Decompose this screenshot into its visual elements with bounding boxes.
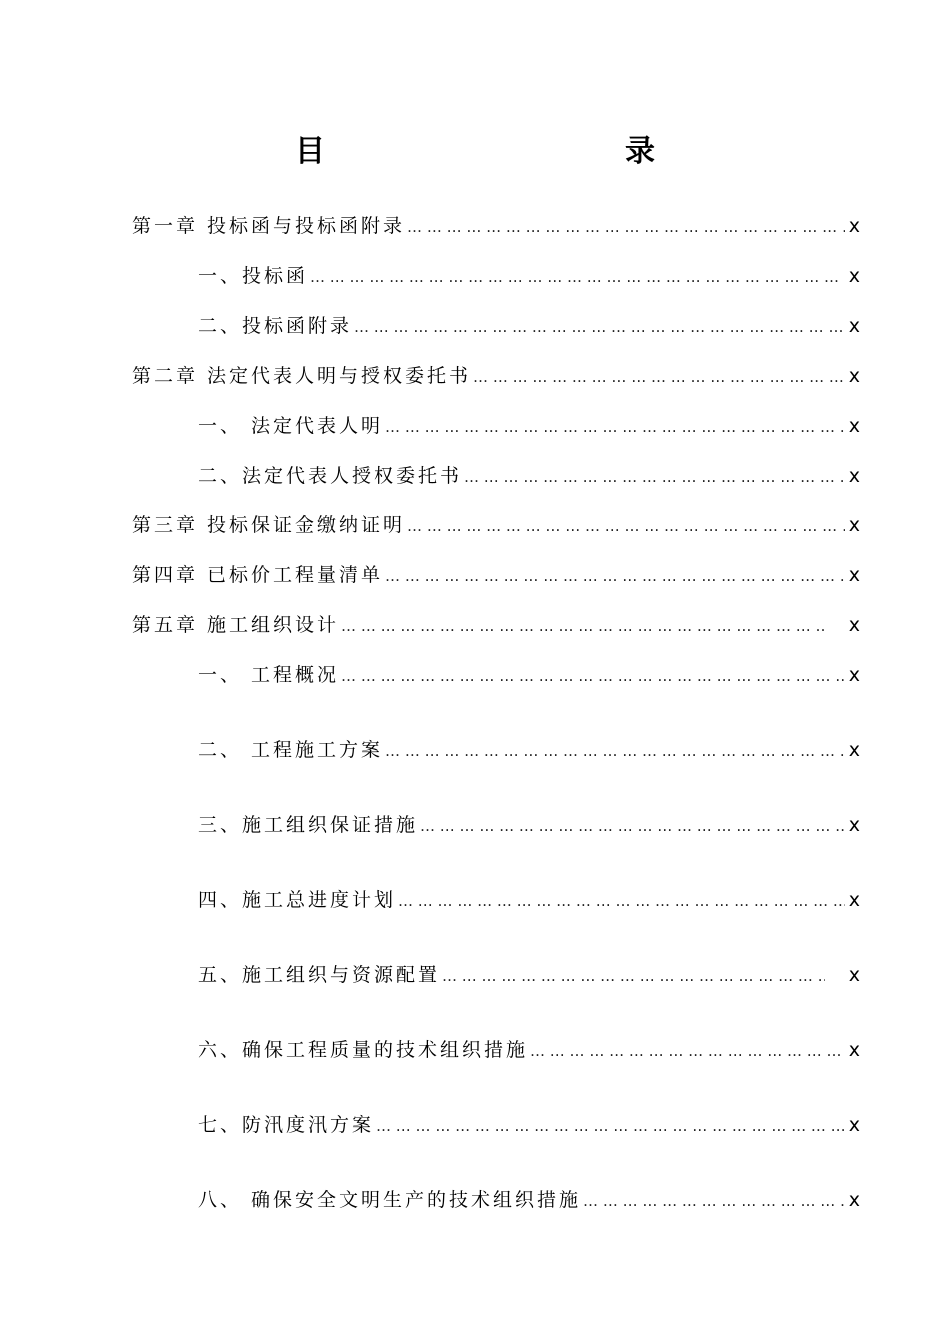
toc-entry-label: 一、 工程概况: [198, 664, 340, 686]
toc-entry-label: 第一章 投标函与投标函附录: [132, 215, 406, 237]
toc-entry-5-1[interactable]: [198, 661, 860, 689]
toc-entry-5-3[interactable]: [198, 811, 860, 839]
dot-leader: [398, 888, 845, 914]
toc-entry-label: 第二章 法定代表人明与授权委托书: [132, 365, 472, 387]
toc-title: 目 录: [295, 134, 735, 169]
toc-entry-label: 第五章 施工组织设计: [132, 614, 340, 636]
toc-entry-label: 八、 确保安全文明生产的技术组织措施: [198, 1189, 582, 1211]
toc-entry-chapter-2[interactable]: [132, 362, 860, 390]
toc-entry-label: 第四章 已标价工程量清单: [132, 564, 384, 586]
toc-entry-chapter-3[interactable]: [132, 511, 860, 539]
toc-entry-page: x: [848, 889, 860, 911]
toc-entry-2-2[interactable]: [198, 462, 860, 490]
toc-entry-label: 七、防汛度汛方案: [198, 1114, 375, 1136]
toc-entry-label: 五、施工组织与资源配置: [198, 964, 441, 986]
dot-leader: [464, 464, 845, 490]
toc-entry-page: x: [848, 465, 860, 487]
toc-entry-page: x: [848, 814, 860, 836]
toc-entry-label: 第三章 投标保证金缴纳证明: [132, 514, 406, 536]
dot-leader: [341, 663, 845, 689]
toc-entry-label: 二、法定代表人授权委托书: [198, 465, 463, 487]
dot-leader: [385, 563, 845, 589]
toc-entry-label: 一、投标函: [198, 265, 309, 287]
toc-entry-label: 四、施工总进度计划: [198, 889, 397, 911]
toc-entry-label: 三、施工组织保证措施: [198, 814, 419, 836]
toc-entry-label: 六、确保工程质量的技术组织措施: [198, 1039, 529, 1061]
toc-entry-page: x: [848, 564, 860, 586]
dot-leader: [376, 1113, 845, 1139]
toc-entry-5-7[interactable]: [198, 1111, 860, 1139]
toc-entry-5-4[interactable]: [198, 886, 860, 914]
toc-entry-page: x: [848, 739, 860, 761]
toc-entry-page: x: [848, 315, 860, 337]
dot-leader: [385, 414, 845, 440]
toc-entry-5-5[interactable]: [198, 961, 860, 989]
toc-entry-page: x: [848, 614, 860, 636]
dot-leader: [407, 214, 845, 240]
toc-entry-chapter-1[interactable]: [132, 212, 860, 240]
toc-entry-label: 一、 法定代表人明: [198, 415, 384, 437]
dot-leader: [341, 613, 825, 639]
toc-entry-page: x: [848, 514, 860, 536]
toc-entry-5-8[interactable]: [198, 1186, 860, 1214]
toc-entry-page: x: [848, 1189, 860, 1211]
dot-leader: [407, 513, 845, 539]
dot-leader: [473, 364, 845, 390]
toc-entry-page: x: [848, 215, 860, 237]
toc-entry-5-2[interactable]: [198, 736, 860, 764]
toc-entry-1-1[interactable]: [198, 262, 860, 290]
toc-entry-page: x: [848, 1114, 860, 1136]
dot-leader: [310, 264, 845, 290]
toc-entry-page: x: [848, 1039, 860, 1061]
dot-leader: [385, 738, 845, 764]
toc-entry-page: x: [848, 664, 860, 686]
dot-leader: [354, 314, 845, 340]
toc-entry-page: x: [848, 365, 860, 387]
toc-entry-page: x: [848, 265, 860, 287]
toc-entry-page: x: [848, 415, 860, 437]
toc-entry-1-2[interactable]: [198, 312, 860, 340]
toc-entry-label: 二、 工程施工方案: [198, 739, 384, 761]
toc-entry-chapter-4[interactable]: [132, 561, 860, 589]
toc-entry-label: 二、投标函附录: [198, 315, 353, 337]
toc-entry-page: x: [848, 964, 860, 986]
dot-leader: [530, 1038, 845, 1064]
toc-entry-2-1[interactable]: [198, 412, 860, 440]
toc-entry-5-6[interactable]: [198, 1036, 860, 1064]
toc-entry-chapter-5[interactable]: [132, 611, 860, 639]
dot-leader: [420, 813, 845, 839]
dot-leader: [583, 1188, 845, 1214]
dot-leader: [442, 963, 825, 989]
